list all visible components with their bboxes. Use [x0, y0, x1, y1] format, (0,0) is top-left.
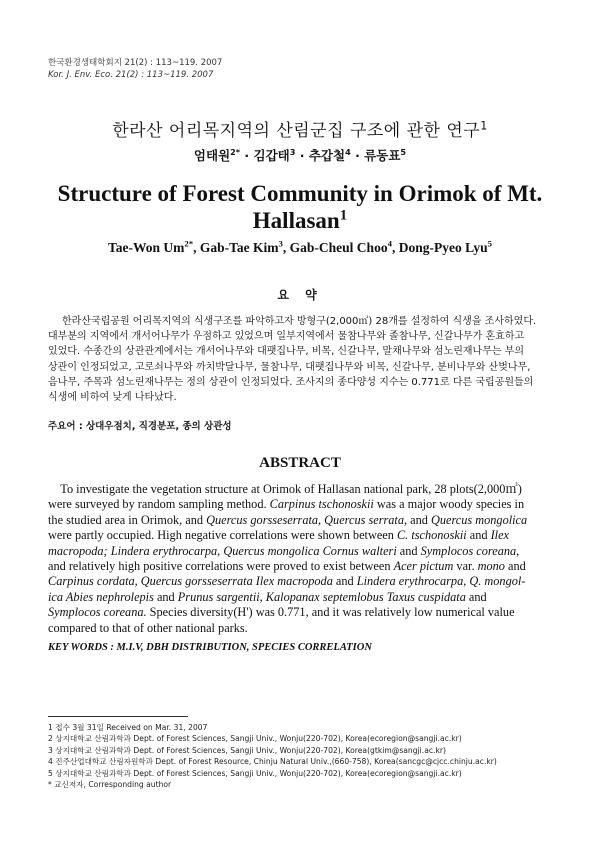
abstract-korean [48, 314, 554, 405]
author-footnote-mark: 5 [400, 146, 407, 157]
abstract-korean-line: 한라산국립공원 어리목지역의 식생구조를 파악하고자 방형구(2,000㎡) 28개를 설정하여 식생을 조사하였다. [62, 316, 537, 327]
species-name: Quercus gorsseserrata, Quercus serrata, [206, 512, 408, 527]
abstract-english-line [48, 528, 554, 543]
author-name-en: Dong-Pyeo Lyu [398, 240, 488, 255]
author-separator: , [391, 240, 399, 255]
abstract-text: and [504, 559, 526, 574]
abstract-text: was a major woody species in [373, 497, 525, 512]
author-name-en: Tae-Won Um [107, 240, 185, 255]
species-name: Symplocos coreana, [420, 543, 520, 558]
author-separator: · [295, 148, 309, 163]
authors-english [0, 240, 600, 256]
abstract-text: Species diversity(H') was 0.771, and it was relatively low numerical value [146, 605, 515, 620]
title-english [40, 180, 560, 234]
author-name-en: Gab-Cheul Choo [289, 240, 388, 255]
author-separator: , [193, 240, 200, 255]
abstract-korean-line: 상관이 인정되었고, 고로쇠나무와 까치박달나무, 물참나무, 대팻집나무와 비목, 신갈나무, 분비나무와 산벚나무, [48, 361, 531, 373]
species-name: C. tschonoskii [396, 528, 467, 543]
species-name: macropoda; Lindera erythrocarpa, Quercus mongolica Cornus walteri [48, 543, 397, 558]
author-separator: · [350, 148, 365, 163]
abstract-english [48, 482, 554, 636]
footnote-item: 5 상지대학교 산림과학과 Dept. of Forest Sciences, Sangji Univ., Wonju(220-702), Korea(ecoregion@sangji.ac.kr) [48, 768, 462, 778]
abstract-english-heading: ABSTRACT [259, 455, 341, 471]
footnote-item: * 교신저자, Corresponding author [48, 780, 172, 790]
footnote-item: 1 접수 3월 31일 Received on Mar. 31, 2007 [48, 723, 208, 732]
species-name: Prunus sargentii, Kalopanax septemlobus Taxus cuspidata [177, 589, 466, 604]
author-footnote-mark: 4 [387, 238, 392, 249]
author-name-ko: 김갑태 [253, 148, 290, 163]
author-footnote-mark: 2* [230, 146, 241, 157]
keywords-korean [48, 418, 232, 432]
species-name: ica Abies nephrolepis [48, 589, 154, 604]
author-name-ko: 엄태원 [193, 148, 231, 163]
author-footnote-mark: 5 [487, 238, 492, 249]
footnotes [48, 722, 497, 790]
footnote-item: 3 상지대학교 산림과학과 Dept. of Forest Sciences, Sangji Univ., Wonju(220-702), Korea(gtkim@sangji.ac.kr) [48, 745, 446, 755]
abstract-english-line [48, 605, 554, 620]
author-footnote-mark: 2* [184, 238, 194, 249]
abstract-text: and [153, 589, 178, 604]
author-separator: , [282, 240, 290, 255]
journal-citation [48, 57, 222, 81]
abstract-text: and [332, 574, 357, 589]
author-name-ko: 추갑철 [308, 148, 346, 163]
abstract-english-line [48, 497, 554, 512]
keywords-english: KEY WORDS : M.I.V, DBH DISTRIBUTION, SPECIES CORRELATION [48, 642, 372, 653]
abstract-english-line [48, 559, 554, 574]
species-name: Carpinus cordata, Quercus gorsseserrata Ilex macropoda [48, 574, 333, 589]
abstract-text: and [465, 589, 487, 604]
author-separator: · [240, 148, 254, 163]
species-name: Symplocos coreana. [48, 605, 147, 620]
keywords-korean-label: 주요어 : [48, 421, 83, 432]
author-name-en: Gab-Tae Kim [199, 240, 279, 255]
title-english-line2: Hallasan [252, 208, 340, 233]
abstract-text: were surveyed by random sampling method. [48, 497, 270, 512]
abstract-english-line [48, 574, 554, 589]
title-korean-text: 한라산 어리목지역의 산림군집 구조에 관한 연구 [112, 121, 481, 141]
title-english-line1: Structure of Forest Community in Orimok of Mt. [57, 181, 543, 206]
abstract-english-line [48, 590, 554, 605]
author-footnote-mark: 3 [278, 238, 283, 249]
abstract-text: and relatively high positive correlations were proved to exist between [48, 559, 394, 574]
authors-korean [0, 146, 600, 164]
author-footnote-mark: 4 [345, 146, 351, 157]
abstract-text: the studied area in Orimok, and [48, 512, 207, 527]
abstract-english-line [48, 544, 554, 559]
keywords-korean-text: 상대우점치, 직경분포, 종의 상관성 [85, 421, 232, 432]
footnote-divider [48, 716, 188, 717]
abstract-english-line [48, 621, 554, 636]
species-name: Ilex [490, 528, 509, 543]
abstract-korean-line: 있었다. 수종간의 상관관계에서는 개서어나무와 대팻집나무, 비목, 신갈나무, 말채나무와 섬노린재나무는 부의 [48, 346, 525, 358]
species-name: Acer pictum [393, 559, 454, 574]
abstract-korean-line: 음나무, 주목과 섬노린재나무는 정의 상관이 인정되었다. 조사지의 종다양성 지수는 0.771로 다른 국립공원들의 [48, 376, 534, 388]
abstract-text: and [407, 512, 431, 527]
footnote-item: 2 상지대학교 산림과학과 Dept. of Forest Sciences, Sangji Univ., Wonju(220-702), Korea(ecoregion@sangji.ac.kr) [48, 734, 462, 744]
journal-citation-ko: 한국환경생태학회지 21(2) : 113~119. 2007 [48, 58, 223, 68]
abstract-text: and [396, 543, 421, 558]
abstract-korean-line: 식생에 비하여 낮게 나타났다. [48, 392, 177, 404]
species-name: Lindera erythrocarpa, Q. mongol- [356, 574, 526, 589]
abstract-korean-heading: 요 약 [277, 288, 323, 302]
title-korean [0, 116, 600, 141]
abstract-text: var. [453, 559, 478, 574]
species-name: mono [477, 559, 505, 574]
author-footnote-mark: 3 [289, 146, 296, 157]
title-english-footnote-mark: 1 [339, 207, 348, 224]
species-name: Carpinus tschonoskii [269, 497, 374, 512]
abstract-korean-line: 대부분의 지역에서 개서어나무가 우점하고 있었으며 일부지역에서 물참나무와 졸참나무, 신갈나무가 혼효하고 [48, 331, 525, 343]
journal-citation-en: Kor. J. Env. Eco. 21(2) : 113~119. 2007 [48, 70, 214, 80]
abstract-text: To investigate the vegetation structure at Orimok of Hallasan national park, 28 plots(2,000㎡) [48, 482, 522, 496]
abstract-text: compared to that of other national parks. [48, 620, 248, 635]
abstract-text: and [466, 528, 491, 543]
species-name: Quercus mongolica [430, 512, 528, 527]
abstract-english-line [48, 513, 554, 528]
author-name-ko: 류동표 [364, 148, 401, 163]
title-korean-footnote-mark: 1 [480, 119, 488, 133]
abstract-english-line [48, 482, 554, 497]
footnote-item: 4 진주산업대학교 산림자원학과 Dept. of Forest Resource, Chinju Natural Univ.,(660-758), Korea(sancgc@cjcc.chinju.ac.kr) [48, 757, 497, 767]
abstract-text: were partly occupied. High negative correlations were shown between [48, 528, 397, 543]
